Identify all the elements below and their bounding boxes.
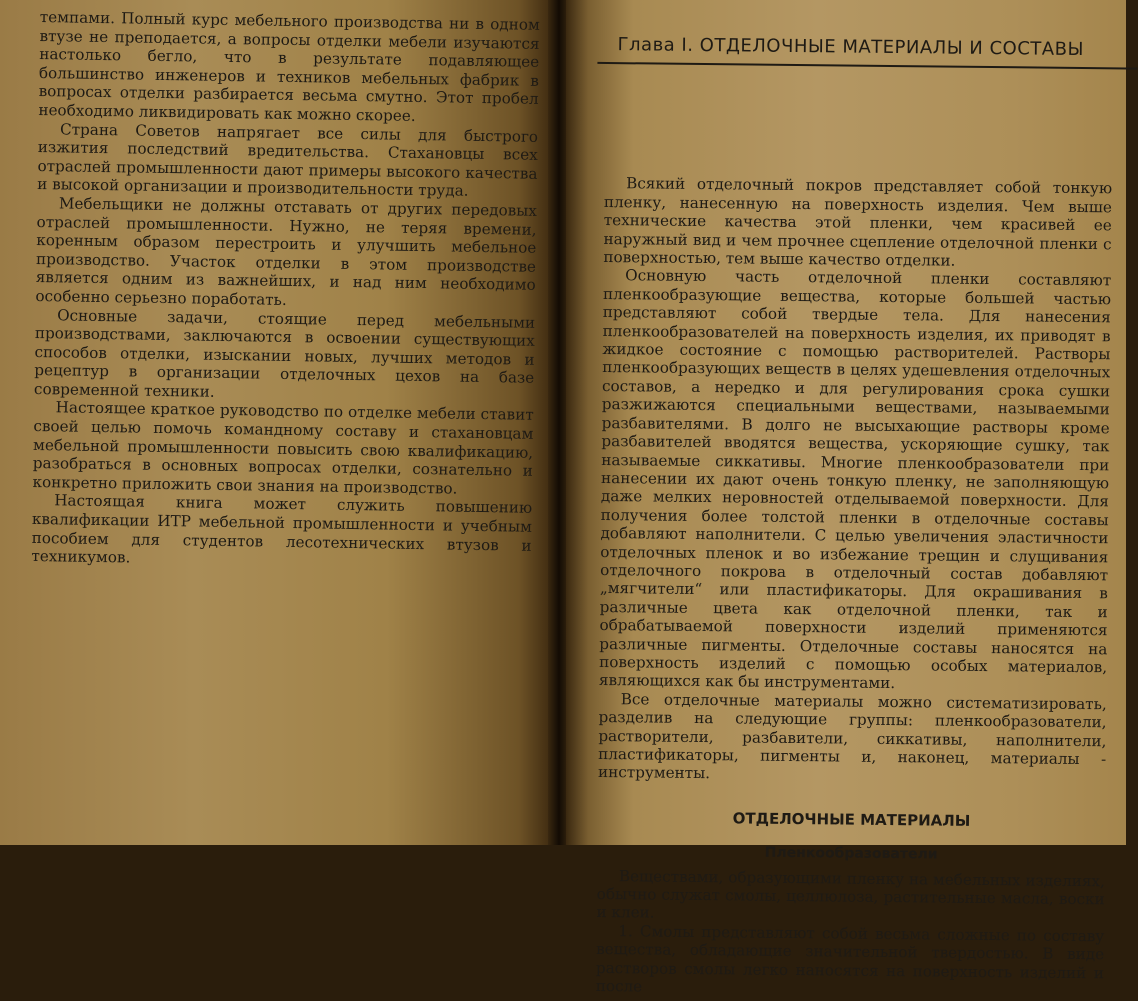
paragraph: темпами. Полный курс мебельного производства ни в одном втузе не преподается, а вопросы отделки мебели изучаются настолько бегло, что в результате подавляющее большинство инженеров и техников мебельных фабрик в вопросах отделки разбирается весьма смутно. Этот пробел необходимо ликвидировать как можно скорее. xyxy=(38,8,540,125)
paragraph: Настоящее краткое руководство по отделке мебели ставит своей целью помочь командному составу и стахановцам мебельной промышленности повысить свою квалификацию, разобраться в основных вопросах отделки, сознательно и конкретно приложить свои знания на производство. xyxy=(32,398,534,498)
section-heading: ОТДЕЛОЧНЫЕ МАТЕРИАЛЫ xyxy=(732,809,971,830)
right-page xyxy=(566,0,1126,996)
left-page xyxy=(0,0,552,845)
paragraph: Основные задачи, стоящие перед мебельными производствами, заключаются в освоении существующих способов отделки, изыскании новых, лучших методов и рецептур в организации отделочных цехов на базе современной техники. xyxy=(33,305,536,401)
paragraph: Всякий отделочный покров представляет собой тонкую пленку, нанесенную на поверхность изделия. Чем выше технические качества этой пленки, чем красивей ее наружный вид и чем прочнее сцепление отделочной пленки с поверхностью, тем выше качество отделки. xyxy=(603,174,1113,270)
paragraph: Веществами, образующими пленку на мебельных изделиях, обычно служат смолы, целлюлоза, растительные масла, воски и клеи. xyxy=(596,866,1105,922)
paragraph: Все отделочные материалы можно систематизировать, разделив на следующие группы: пленкообразователи, растворители, разбавители, сиккативы, наполнители, пластификаторы, пигменты и, наконец, материалы - инструменты. xyxy=(597,689,1107,783)
paragraph: Мебельщики не должны отставать от других передовых отраслей промышленности. Нужно, не теряя времени, коренным образом перестроить и улучшить мебельное производство. Участок отделки в этом производстве является одним из важнейших, и над ним необходимо особенно серьезно поработать. xyxy=(35,194,538,309)
paragraph: 1. Смолы представляют собой весьма сложные по составу вещества, обладающие значительной твердостью. В виде растворов смолы легко наносятся на поверхность изделий и после xyxy=(595,922,1105,996)
paragraph: Основную часть отделочной пленки составляют пленкообразующие вещества, которые большей частью представляют собой твердые тела. Для нанесения пленкообразователей на поверхность изделия, их приводят в жидкое состояние с помощью растворителей. Растворы пленкообразующих веществ в целях удешевления отделочных составов, а нередко и для регулирования срока сушки разжижаются специальными веществами, называемыми разбавителями. В долго не высыхающие растворы кроме разбавителей вводятся вещества, ускоряющие сушку, так называемые сиккативы. Многие пленкообразователи при нанесении их дают очень тонкую пленку, не заполняющую даже мелких неровностей отделываемой поверхности. Для получения более толстой пленки в отделочные составы добавляют наполнители. С целью увеличения эластичности отделочных пленок и во избежание трещин и слущивания отделочного покрова в отделочный состав добавляют „мягчители“ или пластификаторы. Для окрашивания в различные цвета как отделочной пленки, так и обрабатываемой поверхности изделий применяются различные пигменты. Отделочные составы наносятся на поверхность изделий с помощью особых материалов, являющихся как бы инструментами. xyxy=(598,266,1112,693)
right-page-text xyxy=(596,8,1114,1001)
paragraph: Настоящая книга может служить повышению квалификации ИТР мебельной промышленности и учебным пособием для студентов лесотехнических втузов и техникумов. xyxy=(31,491,533,567)
paragraph: Страна Советов напрягает все силы для быстрого изжития последствий вредительства. Стахановцы всех отраслей промышленности дают примеры высокого качества и высокой организации и производительности труда. xyxy=(37,119,539,201)
chapter-heading: Глава I. ОТДЕЛОЧНЫЕ МАТЕРИАЛЫ И СОСТАВЫ xyxy=(617,34,1084,61)
subsection-heading: Пленкообразователи xyxy=(764,844,938,863)
left-page-text xyxy=(31,8,540,574)
